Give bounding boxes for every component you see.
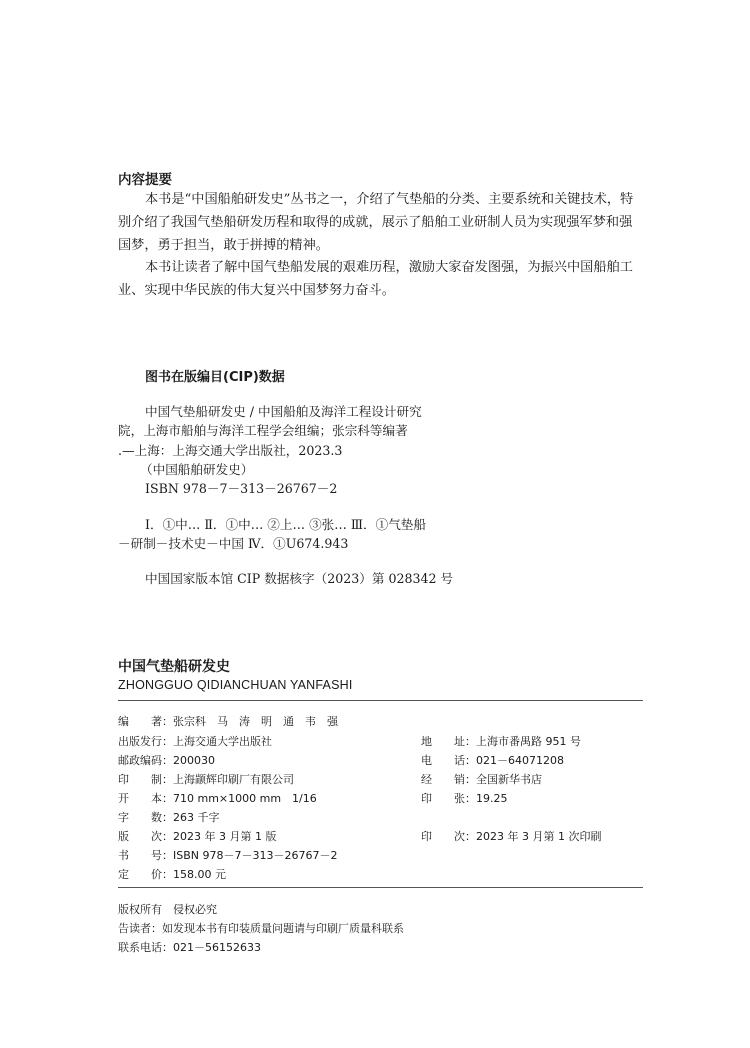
imprint-format: [118, 790, 317, 806]
isbn-label: 书 号：: [118, 849, 173, 862]
address-value: 上海市番禺路 951 号: [476, 735, 581, 748]
postcode-value: 200030: [173, 754, 215, 767]
printer-label: 印 制：: [118, 773, 173, 786]
imprint-address: [421, 733, 581, 749]
imprint-isbn: [118, 847, 337, 863]
summary-paragraph-2: 本书让读者了解中国气垫船发展的艰难历程，激励大家奋发图强，为振兴中国船舶工业、实现中华民族的伟大复兴中国梦努力奋斗。: [118, 260, 633, 298]
cip-number: 中国国家版本馆 CIP 数据核字（2023）第 028342 号: [145, 571, 454, 586]
author-value: 张宗科 马 涛 明 通 韦 强: [173, 715, 338, 728]
distributor-value: 全国新华书店: [476, 773, 542, 786]
printing-label: 印 次：: [421, 830, 476, 843]
words-label: 字 数：: [118, 811, 173, 824]
words-value: 263 千字: [173, 811, 220, 824]
format-label: 开 本：: [118, 792, 173, 805]
cip-line: 院，上海市船舶与海洋工程学会组编；张宗科等编著: [118, 423, 408, 438]
printer-value: 上海颛辉印刷厂有限公司: [173, 773, 294, 786]
book-title: 中国气垫船研发史: [118, 659, 230, 675]
contact-phone: 联系电话：021－56152633: [118, 941, 261, 954]
book-title-pinyin: ZHONGGUO QIDIANCHUAN YANFASHI: [118, 678, 353, 692]
printing-value: 2023 年 3 月第 1 次印刷: [476, 830, 602, 843]
cip-line: （中国船舶研发史）: [140, 462, 254, 477]
distributor-label: 经 销：: [421, 773, 476, 786]
summary-paragraph-1: 本书是“中国船舶研发史”丛书之一，介绍了气垫船的分类、主要系统和关键技术，特别介绍了我国气垫船研发历程和取得的成就，展示了船舶工业研制人员为实现强军梦和强国梦，勇于担当，敢于拼搏的精神。: [118, 192, 634, 253]
divider-rule: [118, 700, 643, 701]
imprint-printing: [421, 828, 601, 844]
sheets-value: 19.25: [476, 792, 508, 805]
imprint-sheets: [421, 790, 508, 806]
sheets-label: 印 张：: [421, 792, 476, 805]
cip-line: ISBN 978－7－313－26767－2: [145, 481, 338, 496]
imprint-edition: [118, 828, 276, 844]
cip-line: 中国气垫船研发史 / 中国船舶及海洋工程设计研究: [145, 404, 422, 419]
phone-label: 电 话：: [421, 754, 476, 767]
edition-value: 2023 年 3 月第 1 版: [173, 830, 277, 843]
price-value: 158.00 元: [173, 868, 226, 881]
rights-notice: 版权所有 侵权必究: [118, 903, 217, 916]
reader-notice: 告读者：如发现本书有印装质量问题请与印刷厂质量科联系: [118, 922, 404, 935]
imprint-printer: [118, 771, 294, 787]
divider-rule: [118, 887, 643, 888]
cip-heading: 图书在版编目(CIP)数据: [145, 370, 285, 385]
imprint-phone: [421, 752, 564, 768]
imprint-price: [118, 866, 226, 882]
imprint-publisher: [118, 733, 272, 749]
phone-value: 021－64071208: [476, 754, 564, 767]
isbn-value: ISBN 978－7－313－26767－2: [173, 849, 338, 862]
edition-label: 版 次：: [118, 830, 173, 843]
price-label: 定 价：: [118, 868, 173, 881]
postcode-label: 邮政编码：: [118, 754, 173, 767]
address-label: 地 址：: [421, 735, 476, 748]
cip-line: Ⅰ．①中… Ⅱ．①中… ②上… ③张… Ⅲ．①气垫船: [145, 517, 426, 532]
imprint-author: [118, 713, 338, 729]
publisher-value: 上海交通大学出版社: [173, 735, 272, 748]
imprint-words: [118, 809, 220, 825]
cip-line: .—上海：上海交通大学出版社，2023.3: [118, 443, 343, 458]
imprint-postcode: [118, 752, 215, 768]
author-label: 编 著：: [118, 715, 173, 728]
format-value: 710 mm×1000 mm 1/16: [173, 792, 317, 805]
imprint-distributor: [421, 771, 542, 787]
summary-heading: 内容提要: [118, 172, 172, 188]
cip-line: －研制－技术史－中国 Ⅳ．①U674.943: [118, 536, 349, 551]
publisher-label: 出版发行：: [118, 735, 173, 748]
